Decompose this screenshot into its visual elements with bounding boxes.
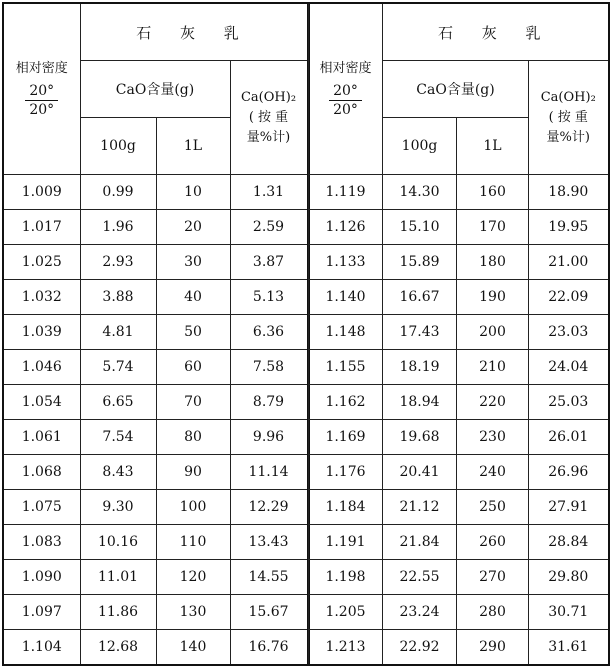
cao-1l-cell: 290 [457, 630, 529, 666]
cao-100g-cell: 22.92 [383, 630, 457, 666]
per-1l-header: 1L [156, 118, 230, 175]
cao-1l-cell: 190 [457, 280, 529, 315]
cao-1l-cell: 40 [156, 280, 230, 315]
table-row [309, 490, 609, 525]
density-label: 相对密度 [319, 60, 372, 76]
temperature-fraction [25, 82, 58, 119]
cao-1l-cell: 110 [156, 525, 230, 560]
density-cell: 1.213 [309, 630, 383, 666]
cao-100g-cell: 15.89 [383, 245, 457, 280]
table-row [309, 315, 609, 350]
cao-1l-cell: 90 [156, 455, 230, 490]
caoh2-percent-cell: 9.96 [230, 420, 308, 455]
caoh2-percent-cell: 26.96 [529, 455, 609, 490]
density-cell: 1.009 [3, 175, 80, 210]
cao-100g-cell: 17.43 [383, 315, 457, 350]
density-header [309, 3, 383, 175]
left-table-body [3, 175, 308, 666]
table-row [309, 210, 609, 245]
caoh2-percent-cell: 14.55 [230, 560, 308, 595]
density-cell: 1.104 [3, 630, 80, 666]
temperature-denominator: 20° [29, 101, 55, 118]
cao-100g-cell: 4.81 [80, 315, 156, 350]
caoh2-header-line2: ( 按 重 [548, 109, 588, 125]
cao-1l-cell: 230 [457, 420, 529, 455]
table-row [3, 525, 308, 560]
density-cell: 1.126 [309, 210, 383, 245]
right-table-half [308, 2, 610, 666]
caoh2-header-line2: ( 按 重 [248, 109, 289, 125]
cao-100g-cell: 8.43 [80, 455, 156, 490]
density-cell: 1.083 [3, 525, 80, 560]
density-cell: 1.068 [3, 455, 80, 490]
right-table-body [309, 175, 609, 666]
caoh2-header-line3: 量%计) [246, 129, 291, 145]
caoh2-percent-cell: 18.90 [529, 175, 609, 210]
density-label: 相对密度 [15, 60, 68, 76]
table-row [309, 385, 609, 420]
caoh2-percent-cell: 19.95 [529, 210, 609, 245]
table-row [309, 280, 609, 315]
density-header [3, 3, 80, 175]
cao-1l-cell: 260 [457, 525, 529, 560]
cao-100g-cell: 0.99 [80, 175, 156, 210]
cao-1l-cell: 270 [457, 560, 529, 595]
table-row [309, 455, 609, 490]
cao-100g-cell: 23.24 [383, 595, 457, 630]
lime-milk-group-header: 石 灰 乳 [383, 3, 609, 61]
per-100g-header: 100g [383, 118, 457, 175]
cao-100g-cell: 16.67 [383, 280, 457, 315]
cao-1l-cell: 120 [156, 560, 230, 595]
cao-100g-cell: 11.86 [80, 595, 156, 630]
cao-100g-cell: 15.10 [383, 210, 457, 245]
caoh2-percent-cell: 16.76 [230, 630, 308, 666]
density-cell: 1.155 [309, 350, 383, 385]
table-row [3, 175, 308, 210]
caoh2-percent-cell: 13.43 [230, 525, 308, 560]
cao-100g-cell: 20.41 [383, 455, 457, 490]
caoh2-percent-cell: 21.00 [529, 245, 609, 280]
density-cell: 1.075 [3, 490, 80, 525]
cao-1l-cell: 100 [156, 490, 230, 525]
table-row [309, 595, 609, 630]
table-row [309, 630, 609, 666]
density-cell: 1.039 [3, 315, 80, 350]
cao-1l-cell: 280 [457, 595, 529, 630]
cao-100g-cell: 3.88 [80, 280, 156, 315]
table-row [309, 350, 609, 385]
table-row [309, 525, 609, 560]
cao-1l-cell: 140 [156, 630, 230, 666]
density-cell: 1.184 [309, 490, 383, 525]
density-cell: 1.090 [3, 560, 80, 595]
caoh2-percent-cell: 1.31 [230, 175, 308, 210]
density-table [2, 2, 608, 666]
cao-100g-cell: 14.30 [383, 175, 457, 210]
per-100g-header: 100g [80, 118, 156, 175]
cao-1l-cell: 160 [457, 175, 529, 210]
caoh2-percent-cell: 6.36 [230, 315, 308, 350]
temperature-numerator: 20° [329, 82, 362, 101]
cao-1l-cell: 170 [457, 210, 529, 245]
temperature-numerator: 20° [25, 82, 58, 101]
cao-100g-cell: 5.74 [80, 350, 156, 385]
caoh2-percent-cell: 22.09 [529, 280, 609, 315]
cao-1l-cell: 60 [156, 350, 230, 385]
caoh2-percent-cell: 26.01 [529, 420, 609, 455]
cao-1l-cell: 180 [457, 245, 529, 280]
caoh2-percent-cell: 24.04 [529, 350, 609, 385]
caoh2-percent-cell: 15.67 [230, 595, 308, 630]
cao-100g-cell: 1.96 [80, 210, 156, 245]
caoh2-percent-cell: 2.59 [230, 210, 308, 245]
table-row [3, 280, 308, 315]
table-row [3, 595, 308, 630]
cao-1l-cell: 130 [156, 595, 230, 630]
table-row [3, 630, 308, 666]
caoh2-percent-cell: 30.71 [529, 595, 609, 630]
cao-1l-cell: 80 [156, 420, 230, 455]
left-table-half [2, 2, 310, 666]
table-row [309, 245, 609, 280]
caoh2-percent-cell: 11.14 [230, 455, 308, 490]
density-cell: 1.032 [3, 280, 80, 315]
caoh2-percent-cell: 29.80 [529, 560, 609, 595]
cao-1l-cell: 20 [156, 210, 230, 245]
density-cell: 1.133 [309, 245, 383, 280]
density-cell: 1.119 [309, 175, 383, 210]
table-row [3, 315, 308, 350]
table-row [3, 385, 308, 420]
table-row [3, 245, 308, 280]
density-cell: 1.176 [309, 455, 383, 490]
caoh2-header-line3: 量%计) [546, 129, 590, 145]
cao-1l-cell: 240 [457, 455, 529, 490]
density-cell: 1.169 [309, 420, 383, 455]
table-row [3, 490, 308, 525]
cao-content-header: CaO含量(g) [80, 61, 230, 118]
density-cell: 1.162 [309, 385, 383, 420]
cao-1l-cell: 50 [156, 315, 230, 350]
table-row [3, 350, 308, 385]
caoh2-percent-cell: 25.03 [529, 385, 609, 420]
density-cell: 1.061 [3, 420, 80, 455]
cao-100g-cell: 11.01 [80, 560, 156, 595]
cao-1l-cell: 220 [457, 385, 529, 420]
caoh2-percent-cell: 31.61 [529, 630, 609, 666]
cao-content-header: CaO含量(g) [383, 61, 529, 118]
table-row [3, 455, 308, 490]
density-cell: 1.046 [3, 350, 80, 385]
cao-100g-cell: 21.12 [383, 490, 457, 525]
table-row [3, 210, 308, 245]
cao-100g-cell: 21.84 [383, 525, 457, 560]
density-cell: 1.148 [309, 315, 383, 350]
caoh2-percent-cell: 27.91 [529, 490, 609, 525]
temperature-fraction [329, 82, 362, 119]
density-cell: 1.054 [3, 385, 80, 420]
density-cell: 1.205 [309, 595, 383, 630]
table-row [3, 560, 308, 595]
caoh2-header [230, 61, 308, 175]
caoh2-percent-cell: 12.29 [230, 490, 308, 525]
caoh2-header [529, 61, 609, 175]
cao-100g-cell: 2.93 [80, 245, 156, 280]
table-row [309, 175, 609, 210]
cao-1l-cell: 210 [457, 350, 529, 385]
cao-100g-cell: 18.19 [383, 350, 457, 385]
cao-100g-cell: 9.30 [80, 490, 156, 525]
density-cell: 1.140 [309, 280, 383, 315]
cao-1l-cell: 70 [156, 385, 230, 420]
cao-100g-cell: 6.65 [80, 385, 156, 420]
caoh2-header-line1: Ca(OH)₂ [240, 89, 297, 105]
cao-100g-cell: 7.54 [80, 420, 156, 455]
cao-100g-cell: 22.55 [383, 560, 457, 595]
caoh2-percent-cell: 23.03 [529, 315, 609, 350]
cao-100g-cell: 10.16 [80, 525, 156, 560]
caoh2-percent-cell: 7.58 [230, 350, 308, 385]
table-row [3, 420, 308, 455]
cao-1l-cell: 200 [457, 315, 529, 350]
cao-100g-cell: 19.68 [383, 420, 457, 455]
table-row [309, 560, 609, 595]
cao-1l-cell: 10 [156, 175, 230, 210]
cao-1l-cell: 250 [457, 490, 529, 525]
lime-milk-group-header: 石 灰 乳 [80, 3, 308, 61]
caoh2-header-line1: Ca(OH)₂ [540, 89, 596, 105]
caoh2-percent-cell: 8.79 [230, 385, 308, 420]
per-1l-header: 1L [457, 118, 529, 175]
caoh2-percent-cell: 3.87 [230, 245, 308, 280]
density-cell: 1.198 [309, 560, 383, 595]
cao-100g-cell: 18.94 [383, 385, 457, 420]
density-cell: 1.097 [3, 595, 80, 630]
cao-1l-cell: 30 [156, 245, 230, 280]
density-cell: 1.025 [3, 245, 80, 280]
density-cell: 1.017 [3, 210, 80, 245]
table-row [309, 420, 609, 455]
density-cell: 1.191 [309, 525, 383, 560]
caoh2-percent-cell: 28.84 [529, 525, 609, 560]
cao-100g-cell: 12.68 [80, 630, 156, 666]
caoh2-percent-cell: 5.13 [230, 280, 308, 315]
temperature-denominator: 20° [333, 101, 358, 118]
